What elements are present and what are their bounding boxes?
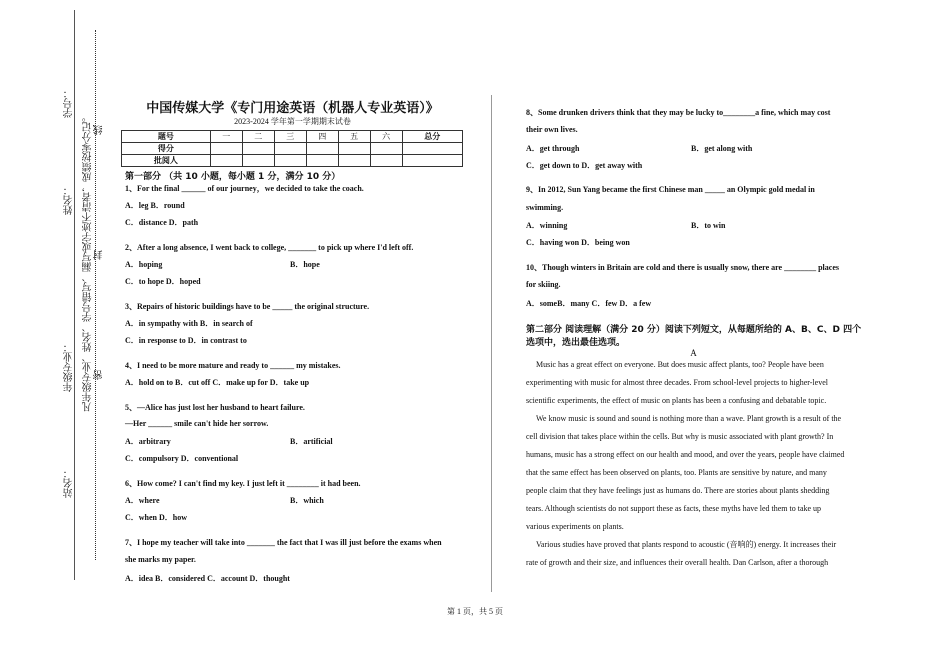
score-cell[interactable] — [306, 155, 338, 167]
question-8: 8、Some drunken drivers think that they may be lucky to________a fine, which may cost — [526, 108, 831, 117]
score-cell[interactable] — [242, 155, 274, 167]
score-cell[interactable] — [210, 155, 242, 167]
question-9-options: C．having won D．being won — [526, 238, 630, 247]
question-6: 6、How come? I can't find my key. I just left it ________ it had been. — [125, 479, 361, 488]
question-2-options: A．hoping — [125, 260, 163, 269]
station-label: 站名： — [64, 468, 75, 498]
score-cell[interactable] — [274, 155, 306, 167]
passage-line: experimenting with music for almost three decades. From school-level projects to higher-level — [526, 378, 828, 387]
seal-mark-seal: 封 — [94, 250, 105, 260]
score-row-label: 得分 — [122, 143, 211, 155]
question-6-options: C．when D．how — [125, 513, 188, 522]
question-6-options: A．where — [125, 496, 160, 505]
score-cell[interactable] — [370, 143, 402, 155]
score-header-cell: 五 — [338, 131, 370, 143]
question-8-options: C．get down to D．get away with — [526, 161, 643, 170]
question-7: 7、I hope my teacher will take into _______ the fact that I was ill just before the exams when — [125, 538, 442, 547]
score-cell[interactable] — [274, 143, 306, 155]
question-7-cont: she marks my paper. — [125, 555, 196, 564]
question-7-options: A．idea B．considered C．account D．thought — [125, 574, 290, 583]
score-header-cell: 三 — [274, 131, 306, 143]
score-header-cell: 二 — [242, 131, 274, 143]
student-id-label: 学号： — [64, 88, 75, 118]
question-2-options: B．hope — [290, 260, 320, 269]
question-3: 3、Repairs of historic buildings have to be _____ the original structure. — [125, 302, 370, 311]
question-1-options: A．leg B．round — [125, 201, 185, 210]
passage-line: Various studies have proved that plants respond to acoustic (音响的) energy. It increases their — [536, 540, 837, 549]
question-10-options: A．someB．many C．few D．a few — [526, 299, 652, 308]
score-header-cell: 一 — [210, 131, 242, 143]
major-label: 年级专业： — [64, 342, 75, 392]
passage-line: various experiments on plants. — [526, 522, 624, 531]
passage-line: rate of growth and their size, and influences their overall health. Dan Carlson, after a thorough — [526, 558, 829, 567]
passage-line: that the same effect has been observed on plants, too. Plants are sensitive by nature, and many — [526, 468, 827, 477]
passage-line: people claim that they have feelings just as humans do. There are stories about plants shedding — [526, 486, 830, 495]
passage-label: A — [690, 348, 697, 358]
score-cell[interactable] — [402, 143, 462, 155]
question-5-options: B．artificial — [290, 437, 333, 446]
score-header-cell: 总分 — [402, 131, 462, 143]
seal-notice: 凡年级专业、姓名、学号错写、漏写或字迹不清者，成绩按零分记。 — [83, 112, 94, 412]
passage-line: scientific experiments, the effect of music on plants has been a confusing and debatable topic. — [526, 396, 827, 405]
score-row-label: 批阅人 — [122, 155, 211, 167]
score-header-cell: 六 — [370, 131, 402, 143]
passage-line: tears. Although scientists do not support these as facts, these myths have led them to take up — [526, 504, 822, 513]
score-cell[interactable] — [306, 143, 338, 155]
question-1: 1、For the final ______ of our journey，we decided to take the coach. — [125, 184, 364, 193]
score-header-cell: 四 — [306, 131, 338, 143]
question-5-reply: —Her ______ smile can't hide her sorrow. — [125, 419, 269, 428]
question-9-cont: swimming. — [526, 203, 564, 212]
score-header-cell: 题号 — [122, 131, 211, 143]
question-10: 10、Though winters in Britain are cold and there is usually snow, there are ________ places — [526, 263, 839, 272]
score-cell[interactable] — [210, 143, 242, 155]
passage-line: cell division that takes place within the cells. But why is music associated with plant growth? In — [526, 432, 834, 441]
question-3-options: A．in sympathy with B．in search of — [125, 319, 253, 328]
score-table-row — [122, 143, 463, 155]
passage-line: humans, music has a strong effect on our health and mood, and over the years, people have claimed — [526, 450, 845, 459]
question-8-cont: their own lives. — [526, 125, 578, 134]
seal-mark-line: 线 — [94, 125, 105, 135]
reading-passage — [526, 356, 861, 572]
score-table — [121, 130, 463, 167]
score-cell[interactable] — [338, 143, 370, 155]
passage-line: We know music is sound and sound is nothing more than a wave. Plant growth is a result of the — [536, 414, 842, 423]
question-8-options: A．get through — [526, 144, 580, 153]
part2-heading: 第二部分 阅读理解（满分 20 分）阅读下列短文，从每题所给的 A、B、C、D 四个 — [526, 325, 862, 335]
name-label: 姓名： — [64, 185, 75, 215]
question-5: 5、—Alice has just lost her husband to heart failure. — [125, 403, 305, 412]
part2-heading-cont: 选项中，选出最佳选项。 — [526, 338, 626, 348]
question-4-options: A．hold on to B．cut off C．make up for D．take up — [125, 378, 310, 387]
question-1-options: C．distance D．path — [125, 218, 199, 227]
question-8-options: B．get along with — [691, 144, 753, 153]
exam-subtitle: 2023-2024 学年第一学期期末试卷 — [234, 117, 351, 126]
score-cell[interactable] — [242, 143, 274, 155]
question-9-options: B．to win — [691, 221, 726, 230]
question-2: 2、After a long absence, I went back to college, _______ to pick up where I'd left off. — [125, 243, 414, 252]
question-2-options: C．to hope D．hoped — [125, 277, 201, 286]
score-cell[interactable] — [338, 155, 370, 167]
exam-title: 中国传媒大学《专门用途英语（机器人专业英语）》 — [146, 101, 439, 116]
column-divider — [491, 95, 492, 592]
question-5-options: C．compulsory D．conventional — [125, 454, 239, 463]
question-10-cont: for skiing. — [526, 280, 561, 289]
score-table-row — [122, 155, 463, 167]
page-number: 第 1 页，共 5 页 — [447, 607, 503, 616]
question-5-options: A．arbitrary — [125, 437, 171, 446]
score-cell[interactable] — [370, 155, 402, 167]
seal-mark-secret: 密 — [94, 370, 105, 380]
question-9-options: A．winning — [526, 221, 568, 230]
question-3-options: C．in response to D．in contrast to — [125, 336, 247, 345]
part1-heading: 第一部分 （共 10 小题，每小题 1 分，满分 10 分） — [125, 172, 341, 182]
question-4: 4、I need to be more mature and ready to ______ my mistakes. — [125, 361, 341, 370]
passage-line: Music has a great effect on everyone. But does music affect plants, too? People have been — [536, 360, 824, 369]
score-table-header-row — [122, 131, 463, 143]
score-cell[interactable] — [402, 155, 462, 167]
question-9: 9、In 2012, Sun Yang became the first Chinese man _____ an Olympic gold medal in — [526, 185, 815, 194]
question-6-options: B．which — [290, 496, 324, 505]
